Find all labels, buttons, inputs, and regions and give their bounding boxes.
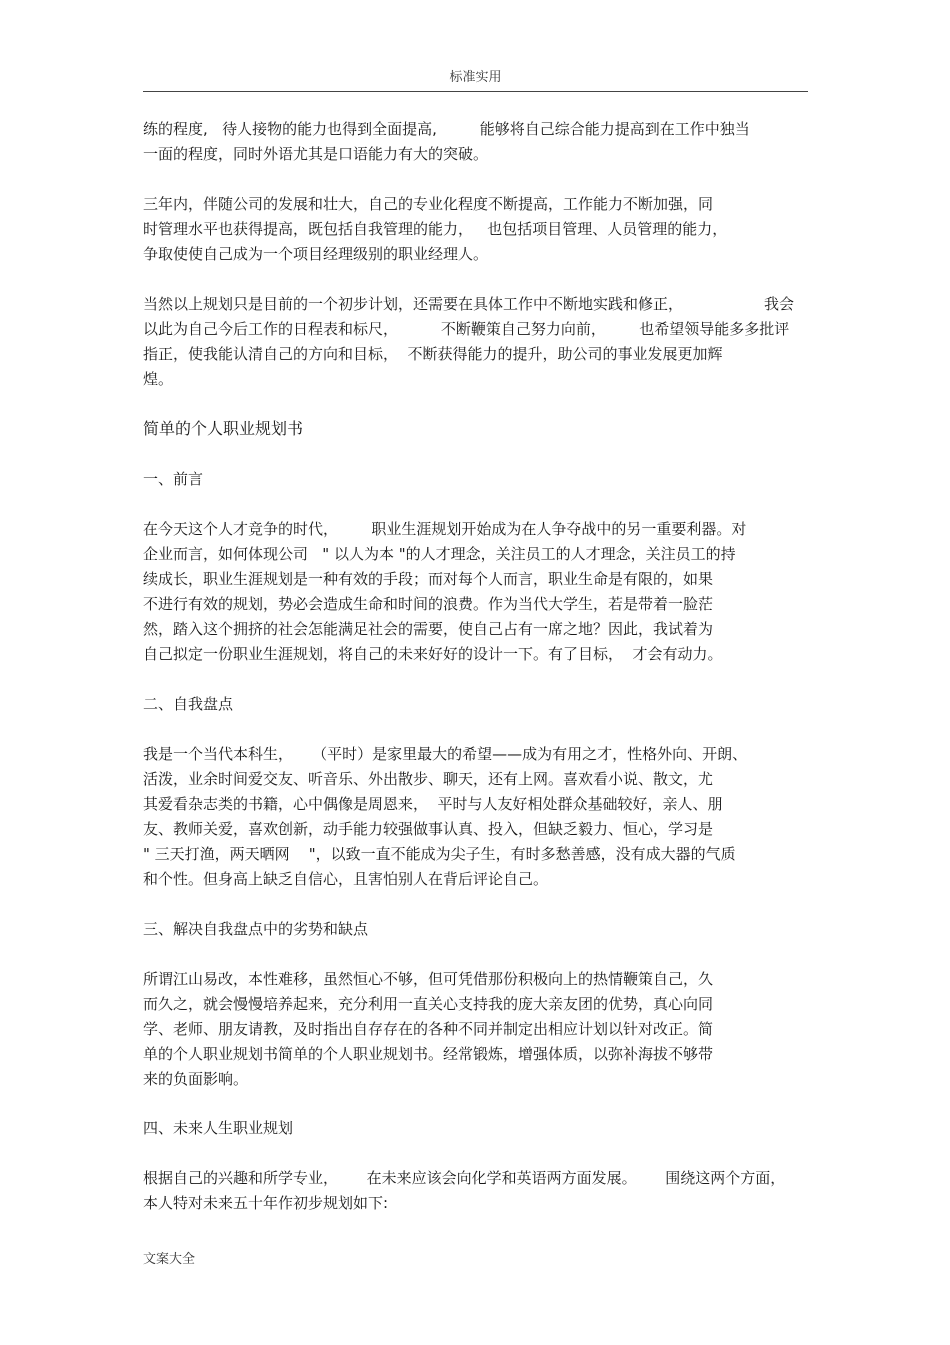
text-line: 以此为自己今后工作的日程表和标尺， 不断鞭策自己努力向前， 也希望领导能多多批评: [143, 320, 790, 338]
text-line: 一面的程度，同时外语尤其是口语能力有大的突破。: [143, 145, 489, 163]
text-line: 友、教师关爱，喜欢创新，动手能力较强做事认真、投入，但缺乏毅力、恒心，学习是: [143, 820, 714, 838]
page-header: 标准实用: [449, 70, 502, 85]
text-line: 三年内，伴随公司的发展和壮大，自己的专业化程度不断提高，工作能力不断加强，同: [143, 195, 714, 213]
document-title: 简单的个人职业规划书: [143, 419, 304, 438]
header-divider: [143, 91, 808, 92]
section-heading: 三、解决自我盘点中的劣势和缺点: [143, 920, 369, 938]
section-heading: 四、未来人生职业规划: [143, 1119, 294, 1137]
text-line: 时管理水平也获得提高，既包括自我管理的能力， 也包括项目管理、人员管理的能力，: [143, 220, 728, 238]
page-footer: 文案大全: [143, 1252, 196, 1267]
text-line: 本人特对未来五十年作初步规划如下:: [143, 1194, 389, 1212]
text-line: 续成长，职业生涯规划是一种有效的手段；而对每个人而言，职业生命是有限的，如果: [143, 570, 714, 588]
section-heading: 一、前言: [143, 470, 204, 488]
text-line: 和个性。但身高上缺乏自信心，且害怕别人在背后评论自己。: [143, 870, 549, 888]
text-line: 当然以上规划只是目前的一个初步计划，还需要在具体工作中不断地实践和修正， 我会: [143, 295, 795, 313]
section-heading: 二、自我盘点: [143, 695, 234, 713]
text-line: 指正，使我能认清自己的方向和目标， 不断获得能力的提升，助公司的事业发展更加辉: [143, 345, 723, 363]
text-line: 然，踏入这个拥挤的社会怎能满足社会的需要，使自己占有一席之地？因此，我试着为: [143, 620, 714, 638]
text-line: 在今天这个人才竞争的时代， 职业生涯规划开始成为在人争夺战中的另一重要利器。对: [143, 520, 747, 538]
text-line: " 三天打渔，两天晒网 "，以致一直不能成为尖子生，有时多愁善感，没有成大器的气质: [143, 845, 736, 863]
text-line: 根据自己的兴趣和所学专业， 在未来应该会向化学和英语两方面发展。 围绕这两个方面，: [143, 1169, 786, 1187]
text-line: 所谓江山易改，本性难移，虽然恒心不够，但可凭借那份积极向上的热情鞭策自己，久: [143, 970, 714, 988]
text-line: 活泼，业余时间爱交友、听音乐、外出散步、聊天，还有上网。喜欢看小说、散文，尤: [143, 770, 714, 788]
text-line: 练的程度, 待人接物的能力也得到全面提高, 能够将自己综合能力提高到在工作中独当: [143, 120, 750, 138]
text-line: 其爱看杂志类的书籍，心中偶像是周恩来， 平时与人友好相处群众基础较好，亲人、朋: [143, 795, 723, 813]
text-line: 不进行有效的规划，势必会造成生命和时间的浪费。作为当代大学生，若是带着一脸茫: [143, 595, 714, 613]
text-line: 争取使使自己成为一个项目经理级别的职业经理人。: [143, 245, 489, 263]
text-line: 我是一个当代本科生， （平时）是家里最大的希望——成为有用之才，性格外向、开朗、: [143, 745, 748, 763]
text-line: 来的负面影响。: [143, 1070, 249, 1088]
text-line: 自己拟定一份职业生涯规划，将自己的未来好好的设计一下。有了目标， 才会有动力。: [143, 645, 723, 663]
text-line: 单的个人职业规划书简单的个人职业规划书。经常锻炼，增强体质，以弥补海拔不够带: [143, 1045, 714, 1063]
text-line: 而久之，就会慢慢培养起来，充分利用一直关心支持我的庞大亲友团的优势，真心向同: [143, 995, 714, 1013]
text-line: 煌。: [143, 370, 174, 388]
text-line: 企业而言，如何体现公司 " 以人为本 "的人才理念，关注员工的人才理念，关注员工的持: [143, 545, 736, 563]
text-line: 学、老师、朋友请教，及时指出自存存在的各种不同并制定出相应计划以针对改正。简: [143, 1020, 714, 1038]
